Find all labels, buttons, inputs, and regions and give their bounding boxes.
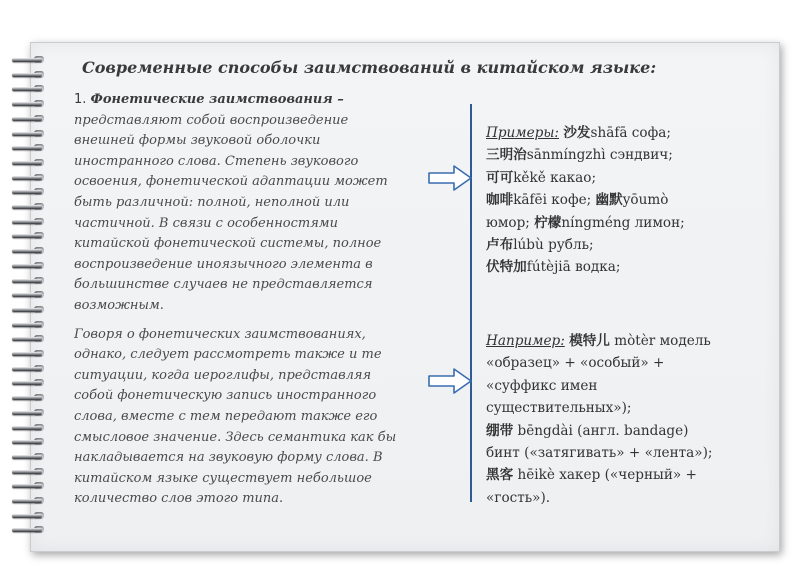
spiral-ring (8, 129, 48, 139)
example-line (486, 464, 776, 486)
example-text: kěkě какао; (513, 169, 597, 186)
spiral-ring (8, 173, 48, 183)
examples-label: Примеры: (486, 125, 559, 141)
spiral-ring (8, 437, 48, 447)
example-line (486, 122, 776, 144)
chinese-word: 卢布 (486, 237, 514, 254)
spiral-ring (8, 143, 48, 153)
spiral-ring (8, 290, 48, 300)
spiral-ring (8, 423, 48, 433)
spiral-ring (8, 99, 48, 109)
spiral-ring (8, 378, 48, 388)
spiral-ring (8, 511, 48, 521)
chinese-word: 沙发 (563, 125, 591, 141)
section-heading: Фонетические заимствования – (90, 92, 344, 107)
example-text: níngméng лимон; (561, 214, 685, 231)
section-1-paragraph (74, 90, 404, 317)
chinese-word: 咖啡 (486, 192, 514, 209)
example-text: mòtèr модель (609, 333, 711, 349)
section-number: 1. (74, 92, 87, 107)
spiral-ring (8, 70, 48, 80)
chinese-word: 幽默 (595, 192, 623, 209)
spiral-ring (8, 408, 48, 418)
example-text: yōumò (622, 192, 669, 209)
spiral-ring (8, 114, 48, 124)
arrow-right-icon (428, 165, 472, 191)
spiral-ring (8, 55, 48, 65)
example-line (486, 234, 776, 256)
spiral-ring (8, 187, 48, 197)
example-text: sānmíngzhì сэндвич; (526, 147, 673, 164)
chinese-word: 可可 (486, 169, 514, 186)
spiral-binding (8, 55, 48, 545)
example-line: «гость»). (486, 489, 551, 506)
chinese-word: 柠檬 (534, 214, 562, 231)
example-line: бинт («затягивать» + «лента»); (486, 445, 713, 462)
spiral-ring (8, 525, 48, 535)
chinese-word: 黑客 (486, 467, 514, 484)
example-line: «образец» + «особый» + (486, 355, 665, 372)
example-text: fútèjiā водка; (526, 259, 621, 276)
example-text: shāfā софа; (590, 125, 671, 141)
example-text: hēikè хакер («черный» + (513, 467, 697, 484)
chinese-word: 绷带 (486, 422, 514, 439)
example-line: «суффикс имен (486, 377, 598, 394)
example-line (486, 144, 776, 166)
examples-block-2 (486, 330, 776, 509)
spiral-ring (8, 261, 48, 271)
section-paragraph-2: Говоря о фонетических заимствованиях, однако, следует рассмотреть также и те ситуации, когда иероглифы, представляя собой фонетическую запись иностранного слова, вместе с тем передают также его смысловое значение. Здесь семантика как бы накладывается на звуковую форму слова. В китайском языке существует небольшое количество слов этого типа. (74, 326, 397, 507)
example-text: lúbù рубль; (513, 237, 594, 254)
spiral-ring (8, 320, 48, 330)
section-body: представляют собой воспроизведение внешней формы звуковой оболочки иностранного слова. Степень звукового освоения, фонетической адаптации может быть различной: полной, неполной или частичной. В связи с особенностями китайской фонетической системы, полное воспроизведение иноязычного элемента в большинстве случаев не представляется возможным. (74, 112, 388, 313)
example-line (486, 167, 776, 189)
example-line: существительных»); (486, 400, 632, 417)
spiral-ring (8, 84, 48, 94)
example-text: bēngdài (англ. bandage) (513, 422, 689, 439)
spiral-ring (8, 202, 48, 212)
spiral-ring (8, 276, 48, 286)
chinese-word: 伏特加 (486, 259, 527, 276)
chinese-word: 三明治 (486, 147, 527, 164)
example-line (486, 256, 776, 278)
example-text: юмор; (486, 214, 535, 231)
example-line (486, 420, 776, 442)
examples-block (486, 122, 776, 279)
spiral-ring (8, 481, 48, 491)
spiral-ring (8, 496, 48, 506)
examples2-label: Например: (486, 333, 565, 349)
arrow-right-icon (428, 368, 472, 394)
spiral-ring (8, 158, 48, 168)
spiral-ring (8, 349, 48, 359)
example-line (486, 330, 776, 352)
spiral-ring (8, 334, 48, 344)
spiral-ring (8, 452, 48, 462)
spiral-ring (8, 364, 48, 374)
spiral-ring (8, 246, 48, 256)
example-line (486, 212, 776, 234)
chinese-word: 模特儿 (569, 333, 610, 349)
divider-line (470, 104, 472, 502)
page-title: Современные способы заимствований в китайском языке: (82, 58, 657, 77)
spiral-ring (8, 217, 48, 227)
example-line (486, 189, 776, 211)
example-text: kāfēi кофе; (513, 192, 596, 209)
spiral-ring (8, 467, 48, 477)
spiral-ring (8, 393, 48, 403)
left-column (74, 90, 404, 510)
spiral-ring (8, 305, 48, 315)
spiral-ring (8, 231, 48, 241)
